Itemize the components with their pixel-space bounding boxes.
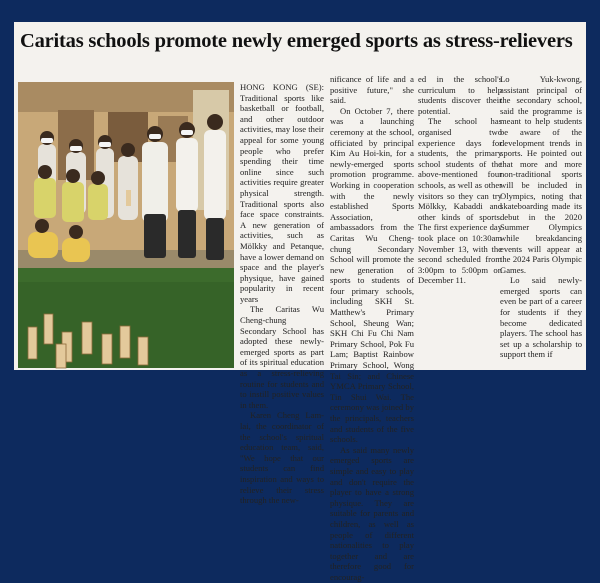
paragraph: As said many newly emerged sports are simple and easy to play and don't require the player to have a strong physique. They are suitable for parents and children, as well as people of different nationalities to play together and are therefore good for encourag- (330, 444, 414, 582)
newspaper-clipping (14, 22, 586, 582)
photo-illustration (18, 82, 234, 368)
paragraph: Lo said newly-emerged sports can even be part of a career for students if they become dedicated players. The school has set up a scholarship to support them if (500, 275, 582, 360)
article-column-3 (418, 74, 502, 360)
paragraph: Karen Cheng Lam-lai, the coordinator of the school's spiritual education team, said, "We hope that our students can find inspiration and ways to relieve their stress through the new- (240, 410, 324, 506)
article-photo (18, 82, 234, 368)
article-column-2 (330, 74, 414, 582)
paragraph: The Caritas Wu Cheng-chung Secondary School has adopted these newly-emerged sports as part of its spiritual education as a stress-relieving routine for students and to instill positive values in them. (240, 304, 324, 410)
paragraph: On October 7, there was a launching ceremony at the school, officiated by principal Kim Au Hoi-kin, for a newly-emerged sports promotion programme. Working in cooperation with the newly established Sports Association, ambassadors from the Caritas Wu Cheng-chung Secondary School will promote the new generation of sports to students of four primary schools, including SKH St. Matthew's Primary School, Sheung Wan; SKH Chi Fu Chi Nam Primary School, Pok Fu Lam; Baptist Rainbow Primary School, Wong Tai Sin; and Chinese YMCA Primary School, Tin Shui Wai. The ceremony was joined by the principals, teachers and students of the five schools. (330, 105, 414, 445)
paragraph: ed in the school's curriculum to help students discover their potential. (418, 74, 502, 116)
paragraph: nificance of life and a positive future," she said. (330, 74, 414, 106)
paragraph: HONG KONG (SE): Traditional sports like basketball or football, and other outdoor activities, may lose their appeal for some young people who prefer spending their time online since such activities require greater physical strength. Traditional sports also face space constraints. A new generation of activities, such as Mölkky and Petanque, have a lower demand on space and the player's physique, have gained popularity in recent years (240, 82, 325, 304)
article-column-1 (240, 82, 325, 506)
article-column-4 (500, 74, 582, 360)
headline: Caritas schools promote newly emerged sports as stress-relievers (20, 30, 573, 52)
paragraph: Lo Yuk-kwong, assistant principal of the secondary school, said the programme is meant to help students be aware of the development trends in sports. He pointed out that more and more non-traditional sports will be included in Olympics, noting that skateboarding made its debut in the 2020 Summer Olympics while breakdancing events will appear at the 2024 Paris Olympic Games. (500, 74, 582, 275)
paragraph: The school has organised two experience days for students, the primary school students of the above-mentioned four schools, as well as other visitors so they can try Mölkky, Kabaddi and other kinds of sports. The first experience day took place on 10:30am November 13, with the second scheduled from 3:00pm to 5:00pm on December 11. (418, 116, 502, 286)
